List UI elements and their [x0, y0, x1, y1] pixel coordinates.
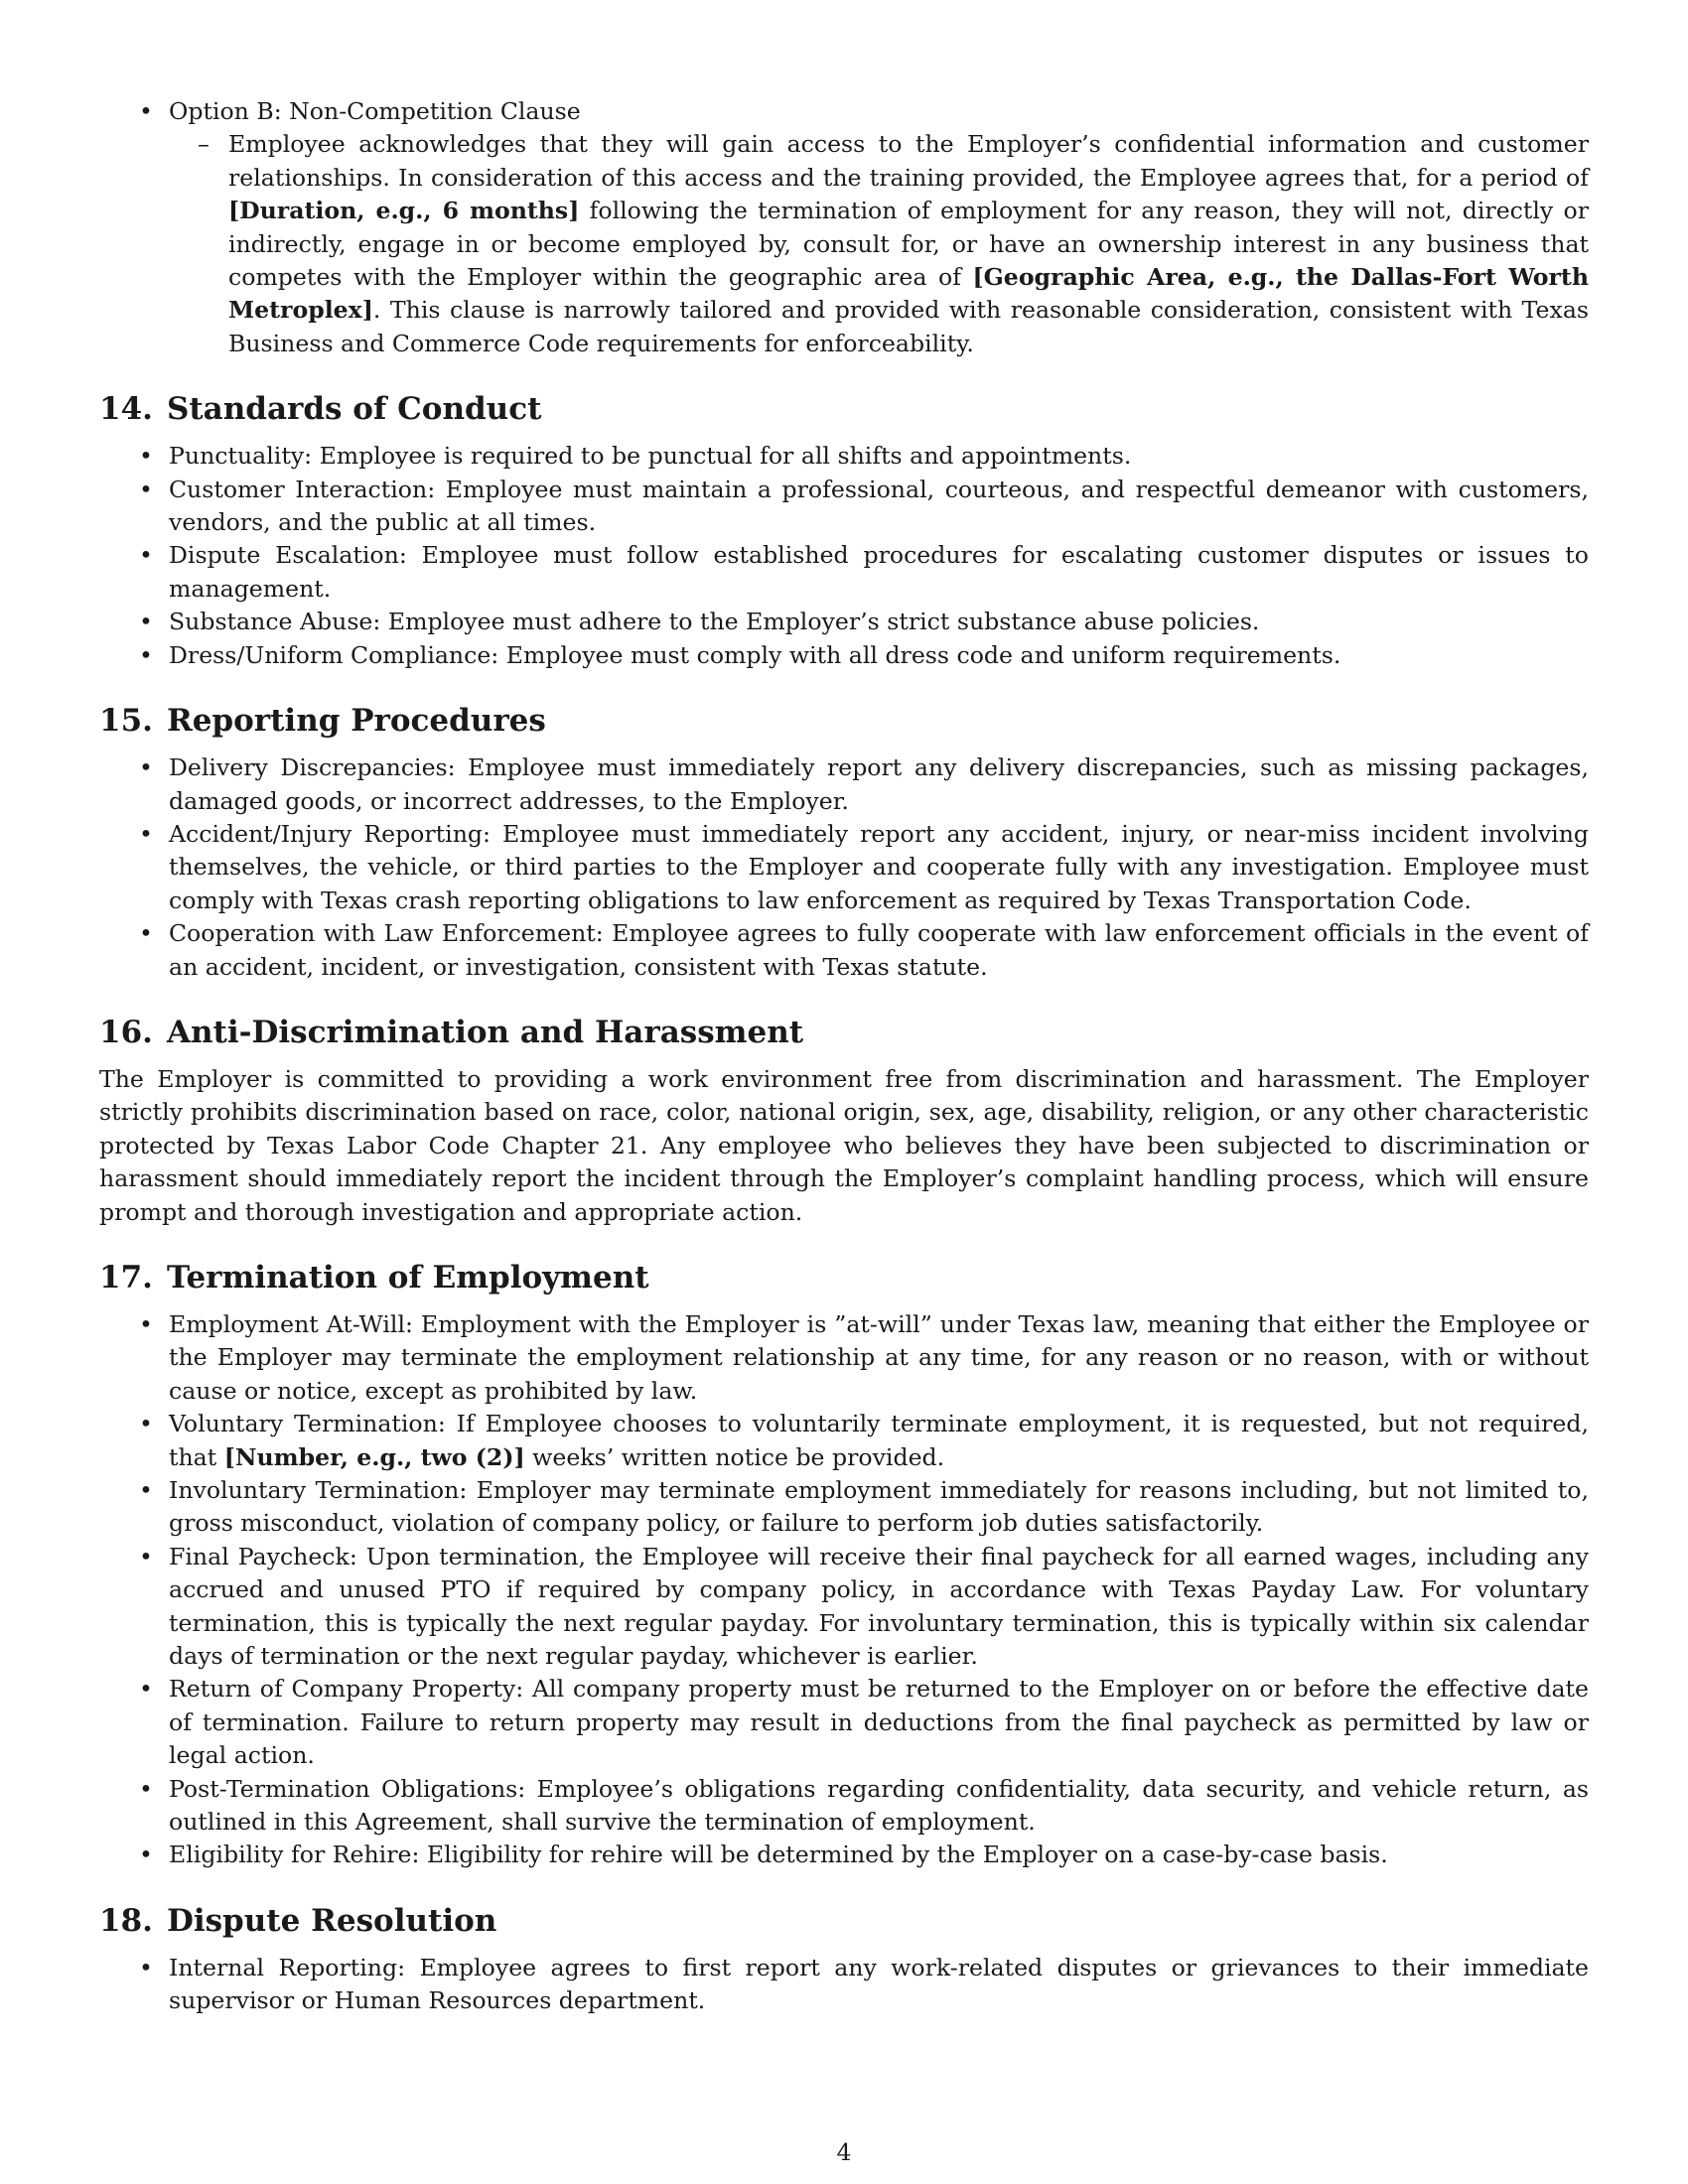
- duration-placeholder: [Duration, e.g., 6 months]: [228, 197, 580, 225]
- list-item: • Substance Abuse: Employee must adhere to the Employer’s strict substance abuse policies.: [99, 606, 1589, 638]
- section-16-paragraph: The Employer is committed to providing a work environment free from discrimination and harassment. The Employer strictly prohibits discrimination based on race, color, national origin, sex, age, disability, religion, or any other characteristic protected by Texas Labor Code Chapter 21. Any employee who believes they have been subjected to discrimination or harassment should immediately report the incident through the Employer’s complaint handling process, which will ensure prompt and thorough investigation and appropriate action.: [99, 1064, 1589, 1226]
- section-number: 14.: [99, 391, 153, 428]
- section-15-heading: [99, 701, 1589, 741]
- list-item: • Dress/Uniform Compliance: Employee must comply with all dress code and uniform requirements.: [99, 639, 1589, 672]
- clause-text-part-1: Employee acknowledges that they will gain access to the Employer’s confidential information and customer relationships. In consideration of this access and the training provided, the Employee agrees that, for a period of: [228, 130, 1589, 192]
- option-b-item: [99, 95, 1589, 360]
- document-page: [99, 95, 1589, 2018]
- list-item: • Dispute Escalation: Employee must follow established procedures for escalating customer disputes or issues to management.: [99, 539, 1589, 606]
- geographic-area-placeholder: [Geographic Area, e.g., the Dallas-Fort Worth Metroplex]: [228, 263, 1589, 325]
- voluntary-termination-text-end: weeks’ written notice be provided.: [524, 1442, 945, 1471]
- page-number: 4: [836, 2138, 852, 2166]
- non-competition-clause-text: [169, 128, 1589, 360]
- section-title: Standards of Conduct: [166, 391, 542, 428]
- section-title: Reporting Procedures: [166, 703, 546, 740]
- notice-weeks-placeholder: [Number, e.g., two (2)]: [223, 1442, 525, 1471]
- section-title: Dispute Resolution: [166, 1902, 497, 1939]
- voluntary-termination-text: Voluntary Termination: If Employee chooses to voluntarily terminate employment, it is requested, but not required, that: [169, 1410, 1589, 1471]
- list-item: • Internal Reporting: Employee agrees to first report any work-related disputes or grievances to their immediate supervisor or Human Resources department.: [99, 1952, 1589, 2018]
- clause-text-part-3: . This clause is narrowly tailored and provided with reasonable consideration, consistent with Texas Business and Commerce Code requirements for enforceability.: [228, 296, 1589, 357]
- section-number: 15.: [99, 703, 153, 740]
- clause-text-part-2: following the termination of employment for any reason, they will not, directly or indirectly, engage in or become employed by, consult for, or have an ownership interest in any business that competes with the Employer within the geographic area of: [228, 197, 1589, 292]
- option-list: [99, 95, 1589, 360]
- list-item: • Post-Termination Obligations: Employee’s obligations regarding confidentiality, data security, and vehicle return, as outlined in this Agreement, shall survive the termination of employment.: [99, 1773, 1589, 1840]
- list-item: • Punctuality: Employee is required to be punctual for all shifts and appointments.: [99, 440, 1589, 473]
- section-18-heading: [99, 1901, 1589, 1941]
- list-item: • Customer Interaction: Employee must maintain a professional, courteous, and respectful demeanor with customers, vendors, and the public at all times.: [99, 474, 1589, 540]
- option-b-title: Option B: Non-Competition Clause: [169, 97, 581, 125]
- section-15-list: [99, 751, 1589, 984]
- option-b-sublist: [169, 128, 1589, 360]
- list-item: • Involuntary Termination: Employer may terminate employment immediately for reasons including, but not limited to, gross misconduct, violation of company policy, or failure to perform job duties satisfactorily.: [99, 1474, 1589, 1541]
- list-item: • Final Paycheck: Upon termination, the Employee will receive their final paycheck for all earned wages, including any accrued and unused PTO if required by company policy, in accordance with Texas Payday Law. For voluntary termination, this is typically the next regular payday. For involuntary termination, this is typically within six calendar days of termination or the next regular payday, whichever is earlier.: [99, 1541, 1589, 1674]
- section-17-list: [99, 1308, 1589, 1872]
- section-16-heading: [99, 1013, 1589, 1052]
- list-item: • Cooperation with Law Enforcement: Employee agrees to fully cooperate with law enforcement officials in the event of an accident, incident, or investigation, consistent with Texas statute.: [99, 917, 1589, 984]
- section-number: 16.: [99, 1014, 153, 1050]
- section-number: 18.: [99, 1902, 153, 1939]
- section-title: Anti-Discrimination and Harassment: [166, 1014, 804, 1050]
- section-number: 17.: [99, 1259, 153, 1296]
- list-item: • Return of Company Property: All company property must be returned to the Employer on or before the effective date of termination. Failure to return property may result in deductions from the final paycheck as permitted by law or legal action.: [99, 1673, 1589, 1772]
- list-item: • Employment At-Will: Employment with the Employer is ”at-will” under Texas law, meaning that either the Employee or the Employer may terminate the employment relationship at any time, for any reason or no reason, with or without cause or notice, except as prohibited by law.: [99, 1308, 1589, 1408]
- list-item: • Delivery Discrepancies: Employee must immediately report any delivery discrepancies, such as missing packages, damaged goods, or incorrect addresses, to the Employer.: [99, 751, 1589, 818]
- section-18-list: [99, 1952, 1589, 2018]
- section-title: Termination of Employment: [166, 1259, 649, 1296]
- list-item: • Eligibility for Rehire: Eligibility for rehire will be determined by the Employer on a case-by-case basis.: [99, 1839, 1589, 1871]
- list-item: • Accident/Injury Reporting: Employee must immediately report any accident, injury, or near-miss incident involving themselves, the vehicle, or third parties to the Employer and cooperate fully with any investigation. Employee must comply with Texas crash reporting obligations to law enforcement as required by Texas Transportation Code.: [99, 818, 1589, 917]
- list-item: [99, 1408, 1589, 1474]
- section-17-heading: [99, 1258, 1589, 1297]
- section-14-heading: [99, 389, 1589, 429]
- section-14-list: [99, 440, 1589, 672]
